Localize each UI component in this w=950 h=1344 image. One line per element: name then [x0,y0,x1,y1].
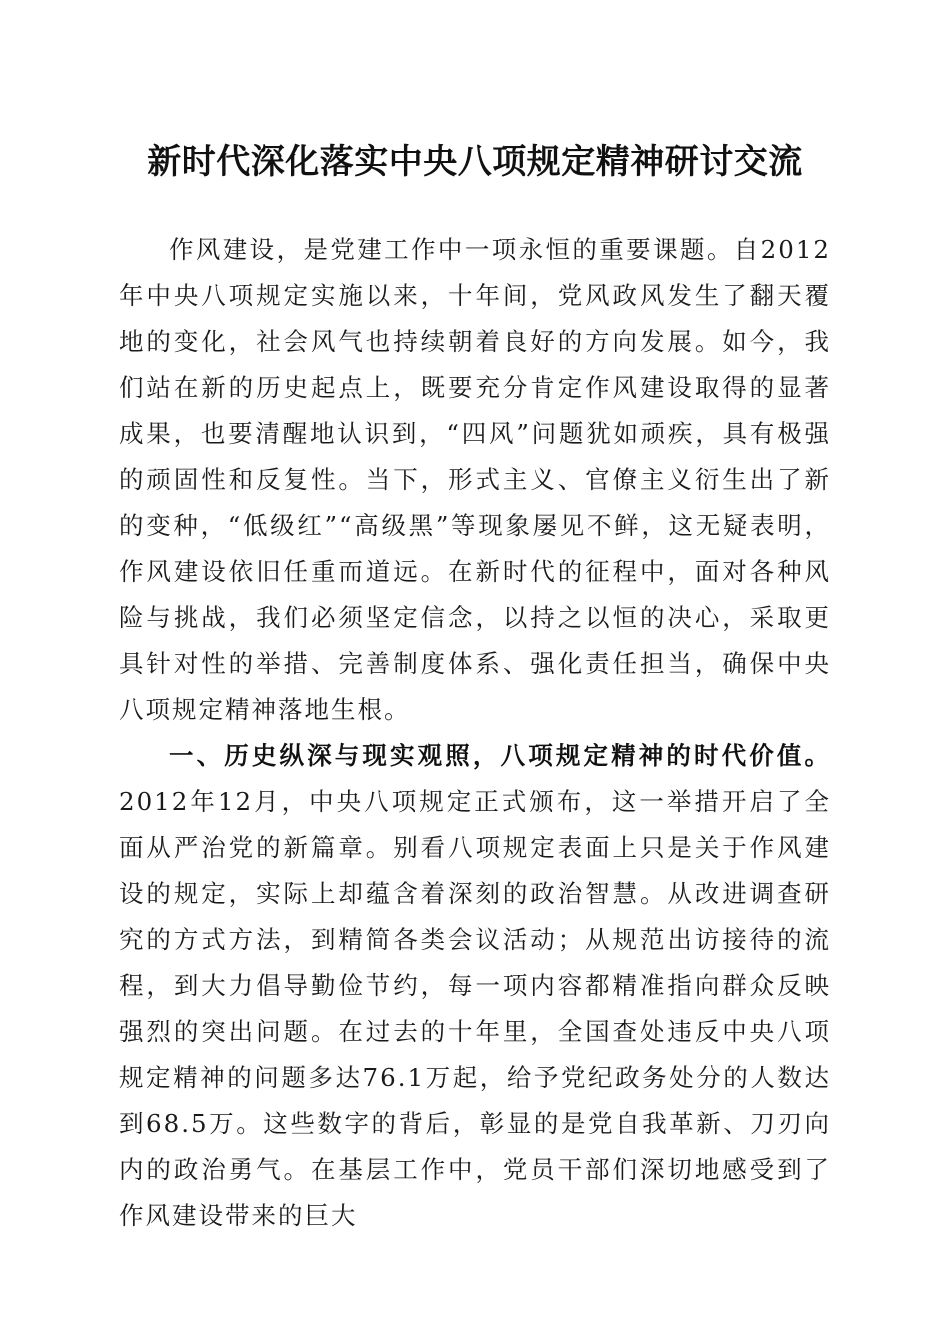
document-title: 新时代深化落实中央八项规定精神研讨交流 [147,142,803,182]
section-1-paragraph [119,733,831,1239]
section-1-text: 2012年12月，中央八项规定正式颁布，这一举措开启了全面从严治党的新篇章。别看八项规定表面上只是关于作风建设的规定，实际上却蕴含着深刻的政治智慧。从改进调查研究的方式方法，到精简各类会议活动；从规范出访接待的流程，到大力倡导勤俭节约，每一项内容都精准指向群众反映强烈的突出问题。在过去的十年里，全国查处违反中央八项规定精神的问题多达76.1万起，给予党纪政务处分的人数达到68.5万。这些数字的背后，彰显的是党自我革新、刀刃向内的政治勇气。在基层工作中，党员干部们深切地感受到了作风建设带来的巨大 [119,787,831,1230]
section-1-heading: 一、历史纵深与现实观照，八项规定精神的时代价值。 [169,741,831,770]
intro-paragraph: 作风建设，是党建工作中一项永恒的重要课题。自2012年中央八项规定实施以来，十年间，党风政风发生了翻天覆地的变化，社会风气也持续朝着良好的方向发展。如今，我们站在新的历史起点上，既要充分肯定作风建设取得的显著成果，也要清醒地认识到，“四风”问题犹如顽疾，具有极强的顽固性和反复性。当下，形式主义、官僚主义衍生出了新的变种，“低级红”“高级黑”等现象屡见不鲜，这无疑表明，作风建设依旧任重而道远。在新时代的征程中，面对各种风险与挑战，我们必须坚定信念，以持之以恒的决心，采取更具针对性的举措、完善制度体系、强化责任担当，确保中央八项规定精神落地生根。 [119,235,831,724]
